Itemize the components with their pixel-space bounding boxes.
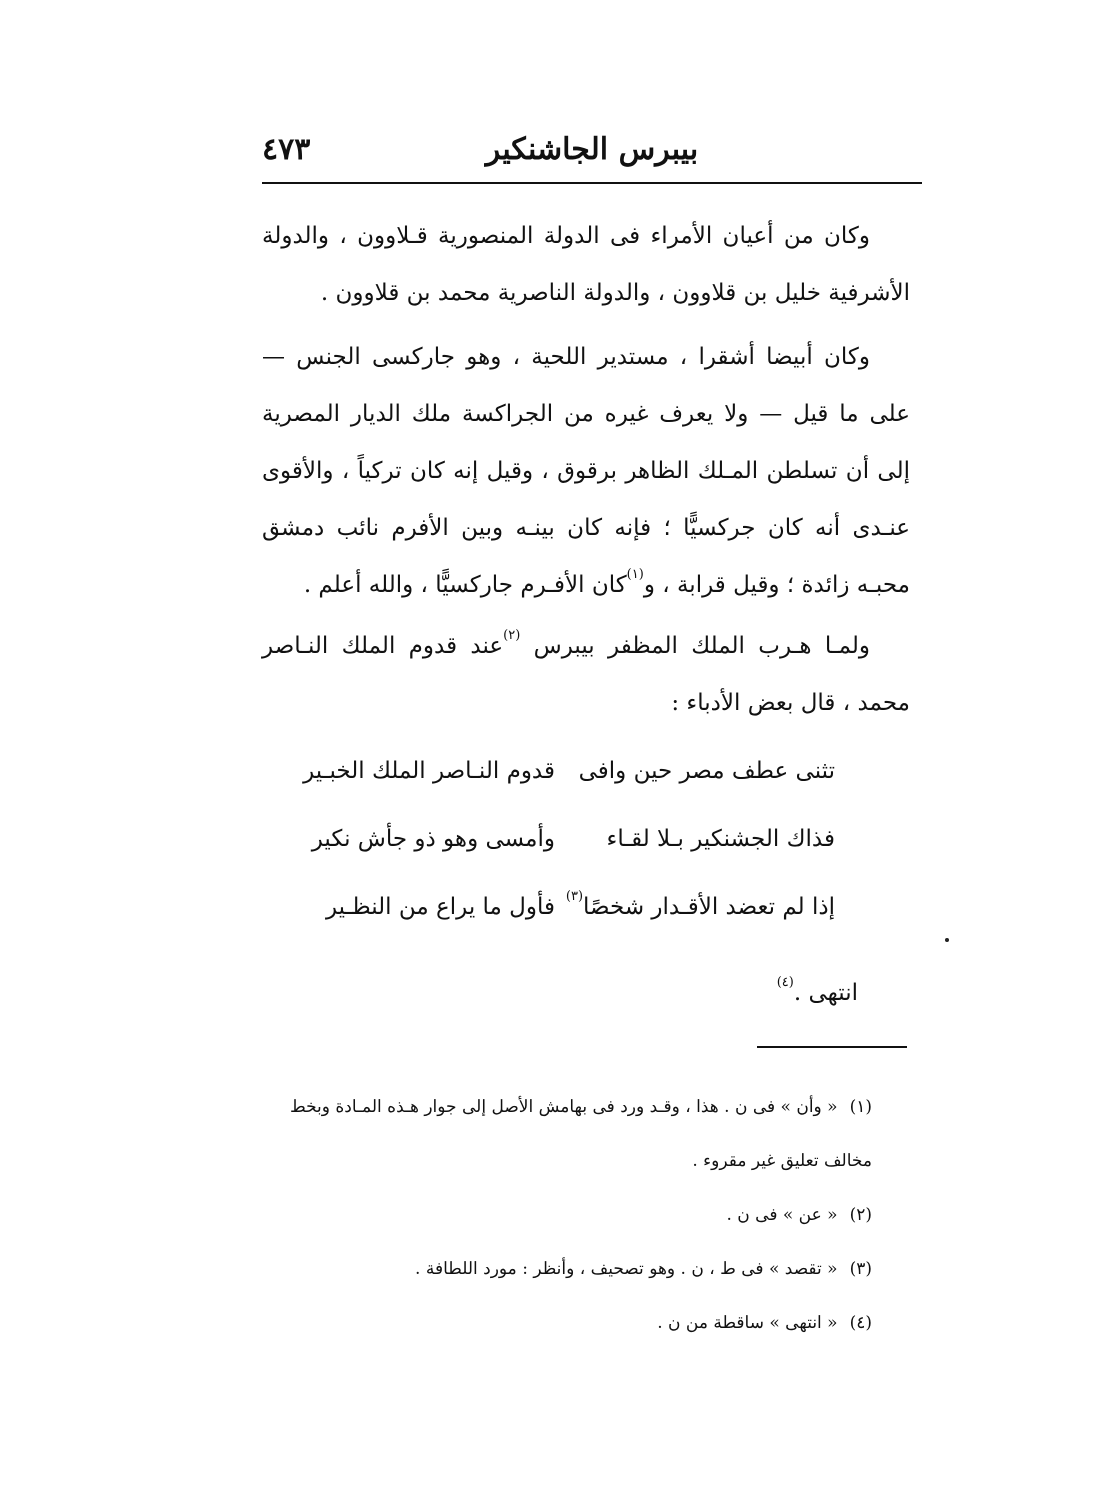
main-text [262,208,910,732]
footnote-number: (٢) [849,1205,872,1225]
first-hemistich [565,889,835,920]
footnote-marker: (٣) [565,889,584,904]
footnote-number: (١) [849,1097,872,1117]
paragraph [262,208,910,322]
footnote [250,1296,872,1350]
footnote [250,1242,872,1296]
footnote-text: « انتهى » ساقطة من ن . [657,1313,838,1333]
paragraph-text: كان الأفـرم جاركسيًّا ، والله أعلم . [303,572,627,598]
paragraph-text: عند قدوم الملك النـاصر محمد ، قال بعض الأدباء : [262,633,910,716]
footnote-text: « تقصد » فى ط ، ن . وهو تصحيف ، وأنظر : مورد اللطافة . [415,1259,838,1279]
poem-verse [300,752,845,820]
footnote [250,1080,872,1188]
footnote-text: « عن » فى ن . [726,1205,838,1225]
scan-speck [945,938,949,942]
footnote [250,1188,872,1242]
header-rule [262,182,922,184]
poem-verse [300,888,845,956]
second-hemistich: قدوم النـاصر الملك الخبـير [303,758,555,784]
paragraph-text: وكان من أعيان الأمراء فى الدولة المنصورية قـلاوون ، والدولة الأشرفية خليل بن قلاوون ، والدولة الناصرية محمد بن قلاوون . [262,223,910,306]
running-title: بيبرس الجاشنكير [485,132,699,167]
footnote-marker: (١) [626,567,644,582]
ending-text [776,975,858,1006]
poem-verse [300,820,845,888]
footnotes [250,1080,872,1350]
second-hemistich: وأمسى وهو ذو جأش نكير [311,826,555,852]
poem [300,752,845,956]
footnote-rule [757,1046,907,1048]
footnote-number: (٤) [849,1313,872,1333]
paragraph [262,618,910,732]
footnote-marker: (٤) [776,975,794,990]
paragraph [262,329,910,614]
second-hemistich: فأول ما يراع من النظـير [325,894,555,920]
footnote-text: « وأن » فى ن . هذا ، وقـد ورد فى بهامش الأصل إلى جوار هـذه المـادة وبخط مخالف تعليق غير مقروء . [289,1097,872,1171]
ending-word: انتهى . [793,980,858,1006]
footnote-number: (٣) [849,1259,872,1279]
first-hemistich: تثنى عطف مصر حين وافى [578,758,835,784]
page-number: ٤٧٣ [262,132,311,167]
page-header [262,128,922,178]
first-hemistich: فذاك الجشنكير بـلا لقـاء [606,826,835,852]
paragraph-text: ولمـا هـرب الملك المظفر بيبرس [520,633,870,659]
hemistich-text: إذا لم تعضد الأقـدار شخصًا [583,894,835,920]
footnote-marker: (٢) [503,628,521,643]
paragraph-text: وكان أبيضا أشقرا ، مستدير اللحية ، وهو جاركسى الجنس — على ما قيل — ولا يعرف غيره من الجراكسة ملك الديار المصرية إلى أن تسلطن المـلك الظاهر برقوق ، وقيل إنه كان تركياً ، والأقوى عنـدى أنه كان جركسيًّا ؛ فإنه كان بينـه وبين الأفرم نائب دمشق محبـه زائدة ؛ وقيل قرابة ، و [262,344,910,598]
